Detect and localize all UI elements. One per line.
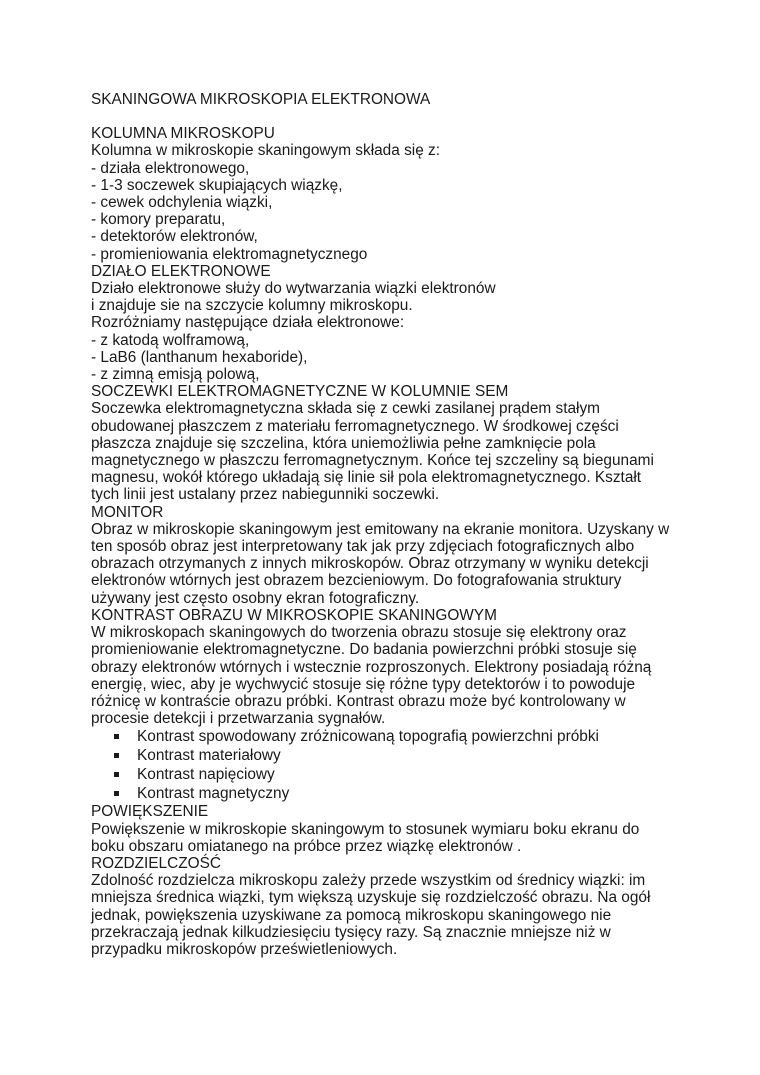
paragraph-line: tych linii jest ustalany przez nabiegunniki soczewki. [91,486,440,504]
paragraph-line: Działo elektronowe służy do wytwarzania wiązki elektronów [91,280,496,298]
paragraph-line: przypadku mikroskopów prześwietleniowych. [91,940,398,958]
list-item-text: Kontrast spowodowany zróżnicowaną topografią powierzchni próbki [137,728,599,746]
paragraph-line: magnetycznego w płaszczu ferromagnetycznym. Końce tej szczeliny są biegunami [91,452,654,470]
paragraph-line: jednak, powiększenia uzyskiwane za pomocą mikroskopu skaningowego nie [91,906,612,924]
section-heading-powiekszenie: POWIĘKSZENIE [91,803,209,821]
paragraph-line: elektronów wtórnych jest obrazem bezcieniowym. Do fotografowania struktury [91,572,622,590]
paragraph-line: Soczewka elektromagnetyczna składa się z cewki zasilanej prądem stałym [91,400,600,418]
paragraph-line: obrazy elektronów wtórnych i wstecznie rozproszonych. Elektrony posiadają różną [91,658,652,676]
paragraph-line: Kolumna w mikroskopie skaningowym składa się z: [91,142,440,160]
list-line: - 1-3 soczewek skupiających wiązkę, [91,176,343,194]
bullet-icon [114,753,119,758]
paragraph-line: obrazach otrzymanych z innych mikroskopów. Obraz otrzymany w wyniku detekcji [91,555,649,573]
section-heading-dzialo: DZIAŁO ELEKTRONOWE [91,262,271,280]
list-item-text: Kontrast magnetyczny [137,785,290,803]
paragraph-line: mniejsza średnica wiązki, tym większą uzyskuje się rozdzielczość obrazu. Na ogół [91,889,651,907]
paragraph-line: magnesu, wokół którego układają się linie sił pola elektromagnetycznego. Kształt [91,469,642,487]
paragraph-line: boku obszaru omiatanego na próbce przez wiązkę elektronów . [91,837,522,855]
list-line: - detektorów elektronów, [91,228,258,246]
list-line: - LaB6 (lanthanum hexaboride), [91,348,308,366]
list-line: - z zimną emisją polową, [91,366,260,384]
section-heading-soczewki: SOCZEWKI ELEKTROMAGNETYCZNE W KOLUMNIE SEM [91,383,509,401]
paragraph-line: promieniowanie elektromagnetyczne. Do badania powierzchni próbki stosuje się [91,641,637,659]
bullet-icon [114,734,119,739]
section-heading-rozdzielczosc: ROZDZIELCZOŚĆ [91,854,221,872]
paragraph-line: W mikroskopach skaningowych do tworzenia obrazu stosuje się elektrony oraz [91,624,627,642]
paragraph-line: różnicę w kontraście obrazu próbki. Kontrast obrazu może być kontrolowany w [91,692,626,710]
list-item [91,784,681,803]
paragraph-line: Obraz w mikroskopie skaningowym jest emitowany na ekranie monitora. Uzyskany w [91,520,670,538]
list-item-text: Kontrast napięciowy [137,766,275,784]
list-item [91,727,681,746]
paragraph-line: i znajduje sie na szczycie kolumny mikroskopu. [91,297,413,315]
document-title: SKANINGOWA MIKROSKOPIA ELEKTRONOWA [91,91,431,108]
list-line: - z katodą wolframową, [91,331,250,349]
section-heading-monitor: MONITOR [91,503,164,521]
paragraph-line: ten sposób obraz jest interpretowany tak jak przy zdjęciach fotograficznych albo [91,538,635,556]
list-line: - działa elektronowego, [91,159,250,177]
bullet-list [91,727,681,803]
paragraph-line: Rozróżniamy następujące działa elektronowe: [91,314,405,332]
list-item-text: Kontrast materiałowy [137,747,281,765]
document-page [91,91,681,958]
paragraph-line: obudowanej płaszczem z materiału ferromagnetycznego. W środkowej części [91,417,619,435]
list-line: - cewek odchylenia wiązki, [91,194,273,212]
paragraph-line: Zdolność rozdzielcza mikroskopu zależy przede wszystkim od średnicy wiązki: im [91,872,646,890]
list-line: - promieniowania elektromagnetycznego [91,245,368,263]
paragraph-line: przekraczają jednak kilkudziesięciu tysięcy razy. Są znacznie mniejsze niż w [91,923,611,941]
paragraph-line: Powiększenie w mikroskopie skaningowym to stosunek wymiaru boku ekranu do [91,820,640,838]
bullet-icon [114,772,119,777]
list-item [91,765,681,784]
section-heading-kontrast: KONTRAST OBRAZU W MIKROSKOPIE SKANINGOWYM [91,606,497,624]
list-line: - komory preparatu, [91,211,226,229]
paragraph-line: używany jest często osobny ekran fotograficzny. [91,589,420,607]
bullet-icon [114,791,119,796]
section-heading-kolumna: KOLUMNA MIKROSKOPU [91,125,275,143]
list-item [91,746,681,765]
paragraph-line: energię, wiec, aby je wychwycić stosuje się różne typy detektorów i to powoduje [91,675,636,693]
paragraph-line: płaszcza znajduje się szczelina, która uniemożliwia pełne zamknięcie pola [91,434,596,452]
spacer [91,108,681,125]
paragraph-line: procesie detekcji i przetwarzania sygnałów. [91,710,386,728]
